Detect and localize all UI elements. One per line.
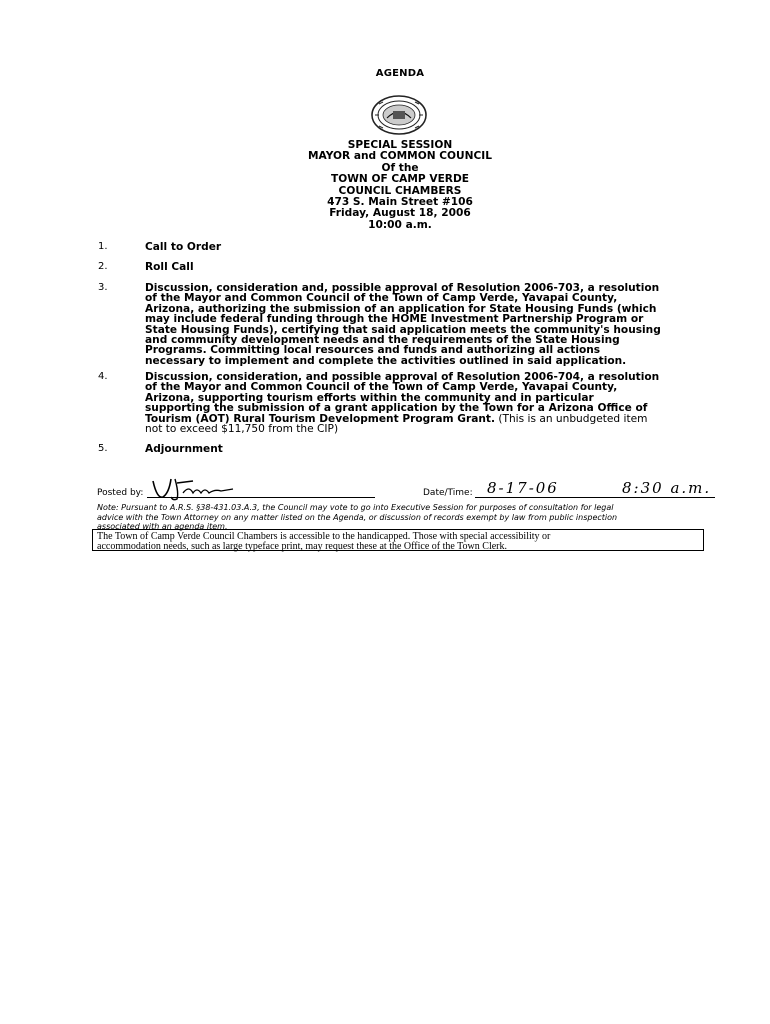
notice-line: The Town of Camp Verde Council Chambers is accessible to the handicapped. Those with special accessibility or [97, 531, 551, 542]
posted-by-label: Posted by: [97, 488, 144, 498]
item-text: Roll Call [145, 261, 194, 273]
header-date: Friday, August 18, 2006 [329, 207, 471, 220]
header-time: 10:00 a.m. [368, 218, 432, 231]
item-line-note: not to exceed $11,750 from the CIP) [145, 423, 339, 436]
item-number: 3. [98, 282, 108, 293]
item-line-note: (This is an unbudgeted item [494, 412, 648, 425]
posting-record [97, 479, 717, 505]
item-text [145, 283, 705, 366]
header-address: 473 S. Main Street #106 [327, 196, 473, 209]
executive-session-note [97, 503, 707, 532]
header-body: MAYOR and COMMON COUNCIL [308, 150, 492, 163]
town-seal-icon [369, 94, 429, 136]
date-time-label: Date/Time: [423, 488, 473, 498]
item-line: and community development needs and the requirements of the State Housing [145, 334, 620, 347]
item-line: Arizona, authorizing the submission of an application for State Housing Funds (which [145, 302, 657, 315]
item-line: of the Mayor and Common Council of the Town of Camp Verde, Yavapai County, [145, 292, 618, 305]
meeting-header [0, 140, 770, 231]
item-number: 5. [98, 443, 108, 454]
posted-time: 8:30 a.m. [622, 479, 712, 497]
posted-date: 8-17-06 [487, 479, 559, 497]
notice-line: accommodation needs, such as large typeface print, may request these at the Office of the Town Clerk. [97, 541, 507, 553]
item-line: necessary to implement and complete the activities outlined in said application. [145, 354, 627, 367]
header-town: TOWN OF CAMP VERDE [331, 173, 469, 186]
item-line: Arizona, supporting tourism efforts within the community and in particular [145, 391, 594, 404]
item-line: Discussion, consideration, and possible approval of Resolution 2006-704, a resolution [145, 371, 660, 383]
item-line: of the Mayor and Common Council of the Town of Camp Verde, Yavapai County, [145, 381, 618, 394]
date-time-line [475, 497, 715, 498]
item-line: supporting the submission of a grant application by the Town for a Arizona Office of [145, 402, 648, 415]
item-text: Adjournment [145, 443, 223, 455]
header-location: COUNCIL CHAMBERS [338, 184, 462, 197]
note-line: associated with an agenda item. [97, 522, 228, 532]
header-of: Of the [381, 161, 419, 174]
page-title: AGENDA [375, 68, 425, 79]
item-text: Call to Order [145, 241, 222, 253]
item-line: Discussion, consideration and, possible approval of Resolution 2006-703, a resolution [145, 282, 660, 294]
item-line: State Housing Funds), certifying that said application meets the community's housing [145, 323, 661, 336]
item-line: Programs. Committing local resources and funds and authorizing all actions [145, 344, 601, 357]
note-line: Note: Pursuant to A.R.S. §38-431.03.A.3, the Council may vote to go into Executive Session for purposes of consultation for legal [97, 503, 614, 512]
item-number: 4. [98, 371, 108, 382]
item-line-bold: Tourism (AOT) Rural Tourism Development Program Grant. [145, 412, 495, 425]
item-text [145, 372, 705, 434]
item-number: 1. [98, 241, 108, 252]
accessibility-notice [92, 529, 704, 551]
header-session: SPECIAL SESSION [347, 139, 453, 151]
item-number: 2. [98, 261, 108, 272]
signature-icon [149, 475, 239, 501]
item-line: may include federal funding through the HOME Investment Partnership Program or [145, 313, 644, 326]
note-line: advice with the Town Attorney on any matter listed on the Agenda, or discussion of records exempt by law from public inspection [97, 512, 618, 522]
